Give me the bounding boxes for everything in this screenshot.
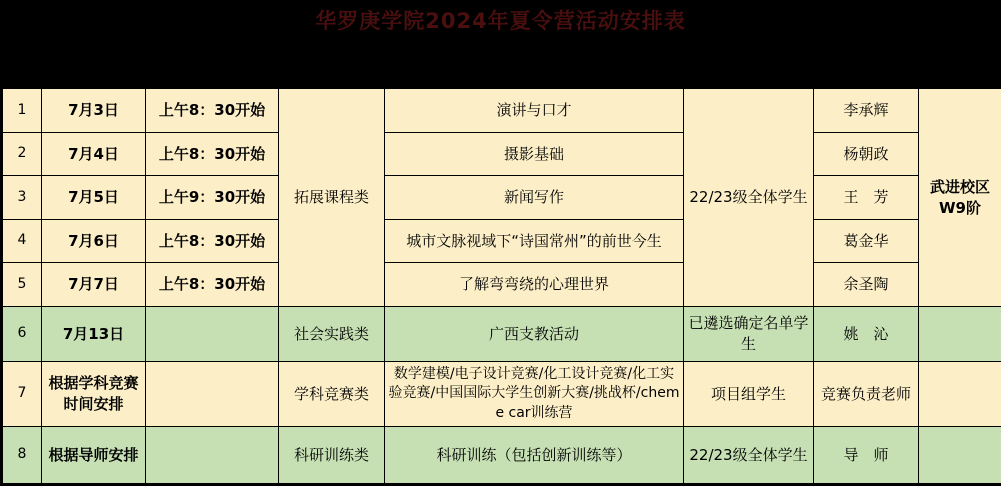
table-row bbox=[2, 362, 1001, 427]
time-cell: 上午9：30开始 bbox=[146, 176, 279, 220]
date-cell: 7月5日 bbox=[42, 176, 146, 220]
teacher-cell: 王 芳 bbox=[814, 176, 919, 220]
location-cell bbox=[919, 362, 1001, 427]
time-cell: 上午8：30开始 bbox=[146, 220, 279, 263]
schedule-table bbox=[0, 88, 1001, 486]
students-cell: 22/23级全体学生 bbox=[684, 89, 814, 307]
date-cell: 根据学科竞赛时间安排 bbox=[42, 362, 146, 427]
time-cell: 上午8：30开始 bbox=[146, 263, 279, 307]
time-cell: 上午8：30开始 bbox=[146, 89, 279, 133]
row-number-cell: 6 bbox=[2, 307, 42, 362]
teacher-cell: 竞赛负责老师 bbox=[814, 362, 919, 427]
row-number-cell: 2 bbox=[2, 133, 42, 176]
teacher-cell: 导 师 bbox=[814, 427, 919, 485]
course-cell: 演讲与口才 bbox=[385, 89, 684, 133]
time-cell: 上午8：30开始 bbox=[146, 133, 279, 176]
date-cell: 7月7日 bbox=[42, 263, 146, 307]
date-cell: 7月3日 bbox=[42, 89, 146, 133]
row-number-cell: 4 bbox=[2, 220, 42, 263]
date-cell: 7月6日 bbox=[42, 220, 146, 263]
date-cell: 7月4日 bbox=[42, 133, 146, 176]
table-row bbox=[2, 176, 1001, 220]
category-cell: 拓展课程类 bbox=[279, 89, 385, 307]
teacher-cell: 姚 沁 bbox=[814, 307, 919, 362]
row-number-cell: 5 bbox=[2, 263, 42, 307]
table-row bbox=[2, 263, 1001, 307]
course-cell: 科研训练（包括创新训练等） bbox=[385, 427, 684, 485]
teacher-cell: 葛金华 bbox=[814, 220, 919, 263]
category-cell: 学科竞赛类 bbox=[279, 362, 385, 427]
date-cell: 根据导师安排 bbox=[42, 427, 146, 485]
row-number-cell: 7 bbox=[2, 362, 42, 427]
category-cell: 社会实践类 bbox=[279, 307, 385, 362]
time-cell bbox=[146, 307, 279, 362]
location-cell bbox=[919, 427, 1001, 485]
title-band bbox=[0, 0, 1001, 88]
table-row bbox=[2, 133, 1001, 176]
row-number-cell: 1 bbox=[2, 89, 42, 133]
course-cell: 城市文脉视域下“诗国常州”的前世今生 bbox=[385, 220, 684, 263]
time-cell bbox=[146, 362, 279, 427]
location-cell: 武进校区W9阶 bbox=[919, 89, 1001, 307]
course-cell: 广西支教活动 bbox=[385, 307, 684, 362]
teacher-cell: 余圣陶 bbox=[814, 263, 919, 307]
row-number-cell: 8 bbox=[2, 427, 42, 485]
table-row bbox=[2, 307, 1001, 362]
course-cell: 新闻写作 bbox=[385, 176, 684, 220]
course-cell: 了解弯弯绕的心理世界 bbox=[385, 263, 684, 307]
date-cell: 7月13日 bbox=[42, 307, 146, 362]
students-cell: 项目组学生 bbox=[684, 362, 814, 427]
row-number-cell: 3 bbox=[2, 176, 42, 220]
students-cell: 已遴选确定名单学生 bbox=[684, 307, 814, 362]
time-cell bbox=[146, 427, 279, 485]
category-cell: 科研训练类 bbox=[279, 427, 385, 485]
table-row bbox=[2, 89, 1001, 133]
teacher-cell: 李承辉 bbox=[814, 89, 919, 133]
course-cell: 数学建模/电子设计竞赛/化工设计竞赛/化工实验竞赛/中国国际大学生创新大赛/挑战杯/chem e car训练营 bbox=[385, 362, 684, 427]
students-cell: 22/23级全体学生 bbox=[684, 427, 814, 485]
table-row bbox=[2, 427, 1001, 485]
page-title: 华罗庚学院2024年夏令营活动安排表 bbox=[315, 9, 686, 33]
teacher-cell: 杨朝政 bbox=[814, 133, 919, 176]
location-cell bbox=[919, 307, 1001, 362]
table-row bbox=[2, 220, 1001, 263]
course-cell: 摄影基础 bbox=[385, 133, 684, 176]
